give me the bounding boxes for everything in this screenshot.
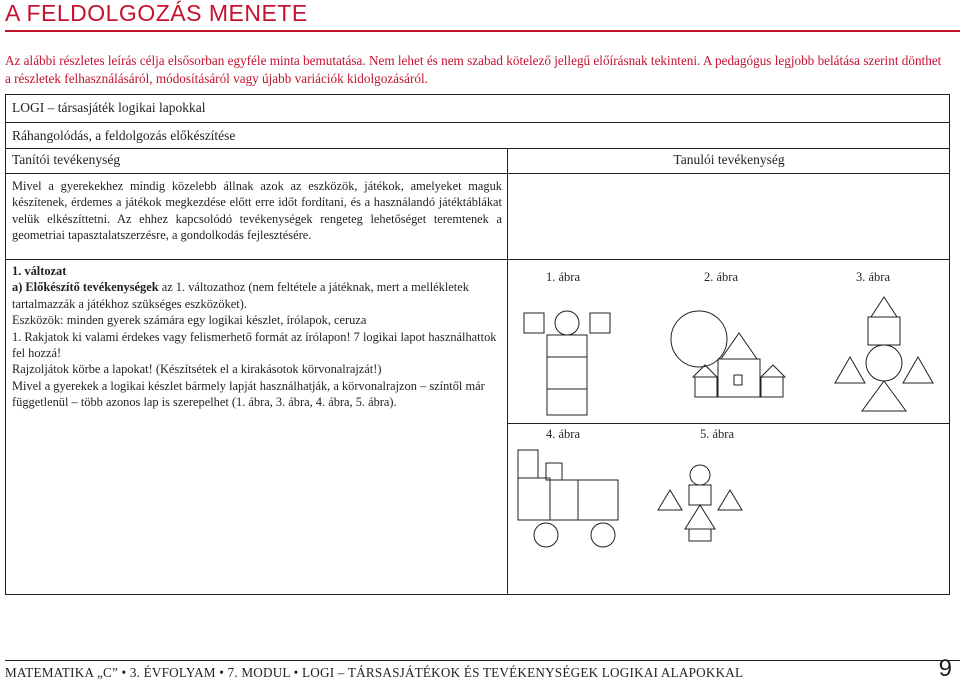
figure-3-label: 3. ábra: [856, 270, 891, 284]
figure-1-label: 1. ábra: [546, 270, 581, 284]
figure-1-drawing: [524, 311, 610, 415]
fig4-cab-rect: [518, 478, 550, 520]
section-title: Ráhangolódás, a feldolgozás előkészítése: [12, 128, 236, 143]
fig4-wheel-right: [591, 523, 615, 547]
footer-rule: [5, 660, 960, 661]
fig4-body-rect-1: [550, 480, 578, 520]
fig1-neck-rect: [547, 335, 587, 357]
figure-5-drawing: [658, 465, 742, 541]
figure-2-label: 2. ábra: [704, 270, 739, 284]
teacher-column-header: Tanítói tevékenység: [12, 152, 121, 167]
variant-step-1: 1. Rakjatok ki valami érdekes vagy felismerhető formát az írólapon! 7 logikai lapot használhattok fel hozzá!: [12, 329, 497, 361]
fig2-house-square: [718, 359, 760, 397]
figure-5-label: 5. ábra: [700, 427, 735, 441]
fig5-head-circle: [690, 465, 710, 485]
fig1-head-circle: [555, 311, 579, 335]
fig2-small-house-right: [761, 377, 783, 397]
intro-paragraph: Mivel a gyerekekhez mindig közelebb állnak azok az eszközök, játékok, amelyeket maguk készítenek, érdemes a játékok megkezdése előtt erre időt fordítani, és a használandó játéktáblákat velük elkészíttetni. Az ehhez kapcsolódó tevékenységek rengeteg lehetőséget teremtenek a geometriai tapasztalatszerzésre, a gondolkodás fejlesztésére.: [12, 179, 502, 243]
fig5-skirt-triangle: [685, 505, 715, 529]
fig2-window: [734, 375, 742, 385]
variant-line-a-rest: az 1. változathoz (nem feltétele a játéknak, mert a mellékletek tartalmazzák a játékhoz szükséges eszközöket).: [12, 280, 469, 311]
fig3-square: [868, 317, 900, 345]
fig4-wheel-left: [534, 523, 558, 547]
activity-table: [5, 94, 950, 595]
title-rule: [5, 30, 960, 32]
intro-note: Az alábbi részletes leírás célja elsősorban egyféle minta bemutatása. Nem lehet és nem szabad kötelező jellegű előírásnak tekinteni. A pedagógus legjobb belátása szerint dönthet a részletek felhasználásáról, módosításáról vagy újabb variációk kidolgozásáról.: [5, 53, 942, 86]
fig5-right-triangle: [718, 490, 742, 510]
figure-2-drawing: [671, 311, 785, 397]
page-number: 9: [938, 655, 952, 682]
fig3-left-triangle: [835, 357, 865, 383]
fig3-circle: [866, 345, 902, 381]
fig2-small-roof-right: [761, 365, 785, 377]
footer-text: MATEMATIKA „C” • 3. ÉVFOLYAM • 7. MODUL • LOGI – TÁRSASJÁTÉKOK ÉS TEVÉKENYSÉGEK LOGIKAI ALAPOKKAL: [5, 665, 744, 680]
fig3-top-triangle: [871, 297, 897, 317]
variant-step-3: Mivel a gyerekek a logikai készlet bármely lapját használhatják, a körvonalrajzon – színtől már függetlenül – több azonos lap is szerepelhet (1. ábra, 3. ábra, 4. ábra, 5. ábra).: [12, 378, 485, 410]
fig5-body-square: [689, 485, 711, 505]
fig2-small-house: [695, 377, 717, 397]
variant-line-a-bold: a) Előkészítő tevékenységek: [12, 280, 159, 295]
figure-4-drawing: [518, 450, 618, 547]
fig1-body-square: [547, 357, 587, 389]
variant-tools: Eszközök: minden gyerek számára egy logikai készlet, írólapok, ceruza: [12, 313, 367, 328]
figure-3-drawing: [835, 297, 933, 411]
fig4-small-square: [546, 463, 562, 480]
fig5-left-triangle: [658, 490, 682, 510]
game-title: LOGI – társasjáték logikai lapokkal: [12, 100, 206, 115]
fig3-base-triangle: [862, 381, 906, 411]
fig3-right-triangle: [903, 357, 933, 383]
fig5-feet-rect: [689, 529, 711, 541]
fig1-square-left: [524, 313, 544, 333]
fig1-legs-rect: [547, 389, 587, 415]
variant-heading: 1. változat: [12, 264, 67, 278]
figures-drawings: [6, 95, 951, 596]
figure-4-label: 4. ábra: [546, 427, 581, 441]
fig4-body-square: [578, 480, 618, 520]
student-column-header: Tanulói tevékenység: [673, 152, 785, 167]
fig4-chimney-rect: [518, 450, 538, 478]
page-title: A FELDOLGOZÁS MENETE: [5, 0, 308, 26]
fig1-square-right: [590, 313, 610, 333]
variant-step-2: Rajzoljátok körbe a lapokat! (Készítsétek el a kirakásotok körvonalrajzát!): [12, 362, 382, 377]
